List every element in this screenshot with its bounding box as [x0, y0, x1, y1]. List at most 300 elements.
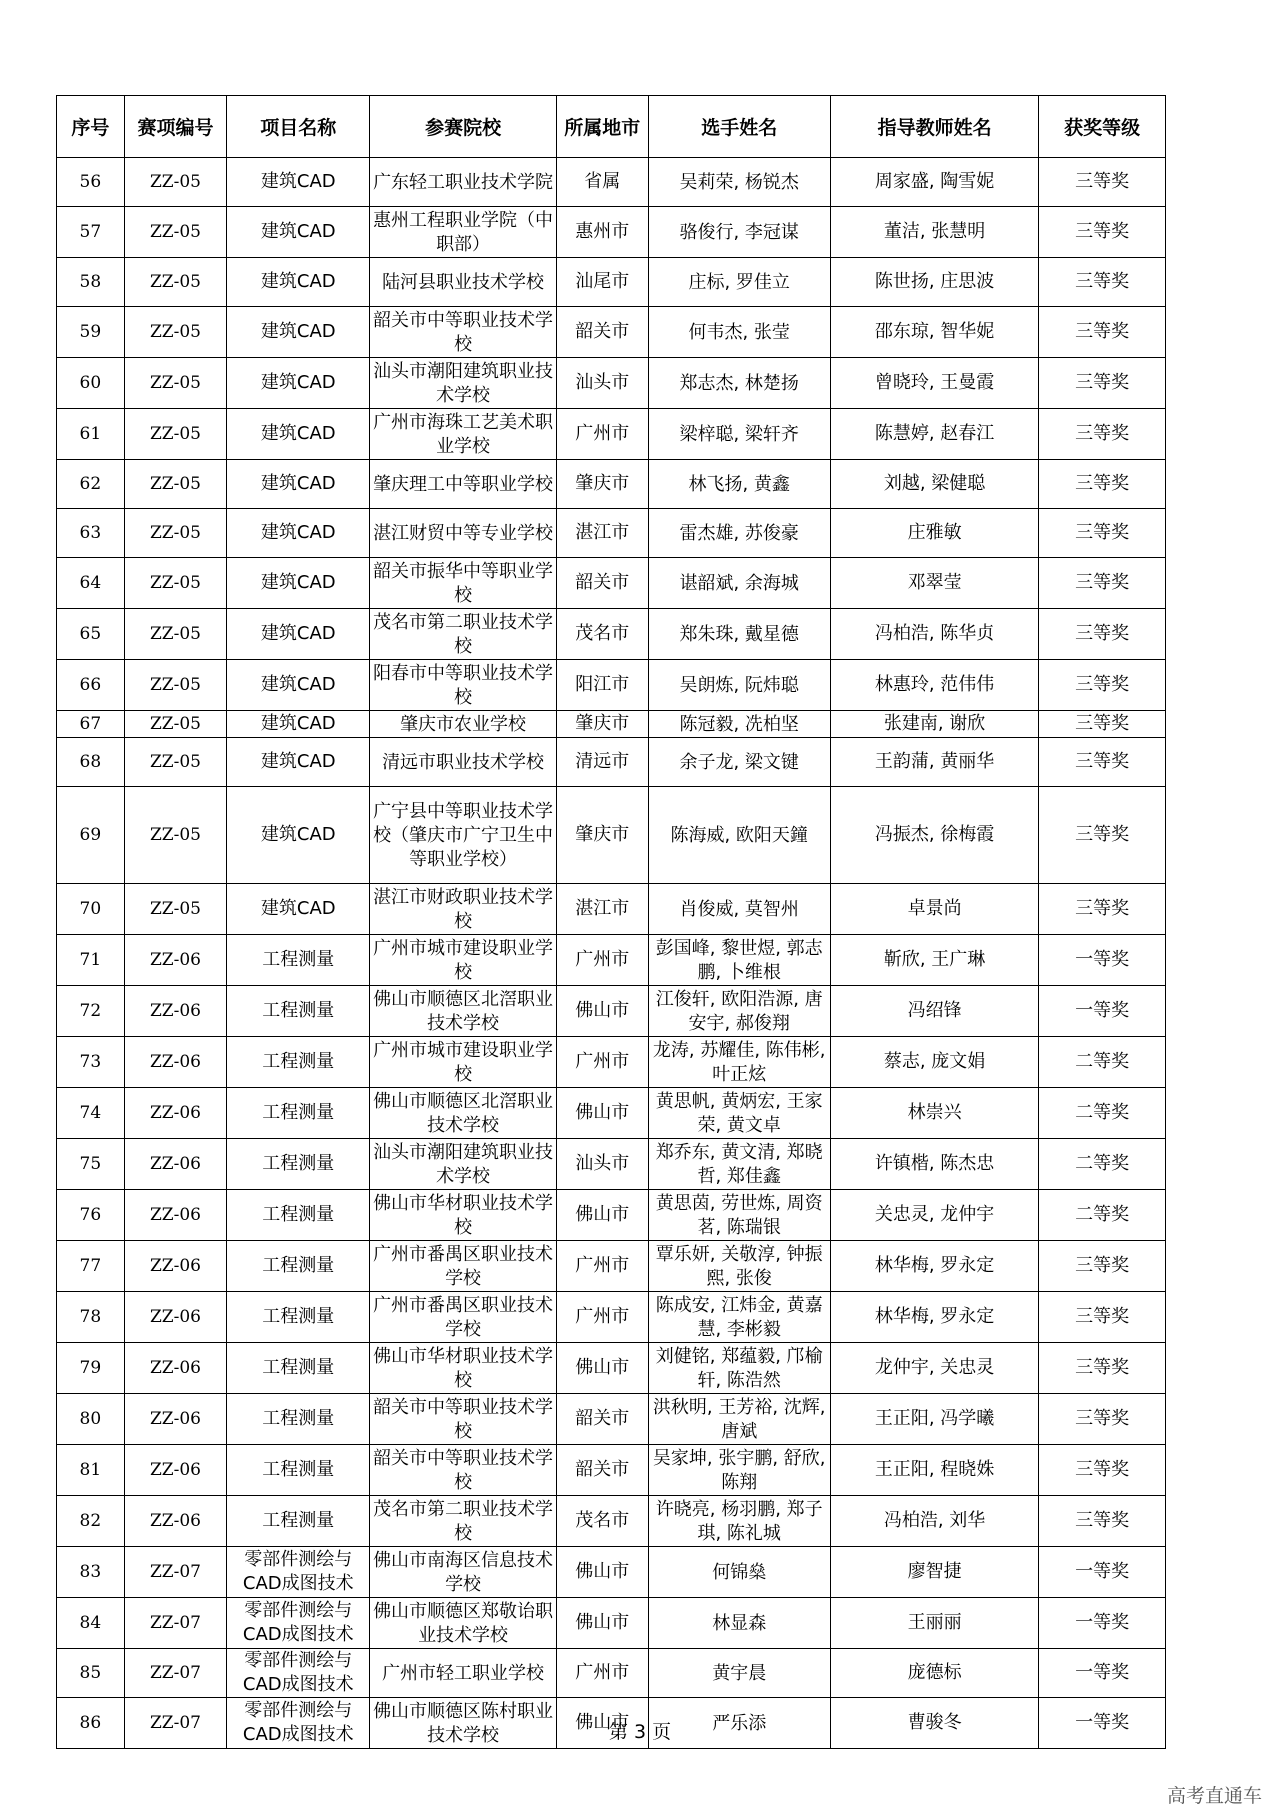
cell-players: [648, 558, 830, 609]
cell-project-name: [227, 1292, 370, 1343]
cell-award: [1039, 258, 1166, 307]
cell-event-code: [124, 986, 227, 1037]
cell-school: [370, 307, 557, 358]
cell-project-name: [227, 884, 370, 935]
table-row: [57, 609, 1166, 660]
cell-seq: [57, 1445, 125, 1496]
cell-award-text: 三等奖: [1075, 271, 1130, 292]
table-row: [57, 738, 1166, 787]
cell-event-code: [124, 1598, 227, 1649]
cell-school: [370, 1547, 557, 1598]
cell-project-name: [227, 1598, 370, 1649]
cell-city-text: 肇庆市: [575, 713, 630, 734]
cell-school: [370, 935, 557, 986]
cell-players: [648, 1190, 830, 1241]
header-seq: 序号: [57, 96, 125, 158]
cell-seq: [57, 660, 125, 711]
cell-award: [1039, 711, 1166, 738]
cell-seq: [57, 986, 125, 1037]
cell-teachers: [830, 1547, 1038, 1598]
cell-players-text: 许晓亮, 杨羽鹏, 郑子琪, 陈礼城: [655, 1499, 823, 1544]
cell-project-name-text: 工程测量: [262, 949, 335, 970]
cell-event-code: [124, 1190, 227, 1241]
cell-school: [370, 258, 557, 307]
cell-project-name-text: 建筑CAD: [260, 713, 336, 734]
cell-project-name-text: 建筑CAD: [260, 751, 336, 772]
cell-teachers-text: 董洁, 张慧明: [883, 221, 986, 242]
cell-project-name-text: 建筑CAD: [260, 473, 336, 494]
table-row: [57, 1037, 1166, 1088]
cell-teachers: [830, 1241, 1038, 1292]
cell-school-text: 广州市海珠工艺美术职业学校: [373, 412, 554, 457]
cell-project-name-text: 零部件测绘与CAD成图技术: [242, 1650, 354, 1695]
cell-event-code: [124, 460, 227, 509]
cell-event-code-text: ZZ-07: [149, 1713, 201, 1733]
table-row: [57, 787, 1166, 884]
cell-players: [648, 660, 830, 711]
cell-school: [370, 1496, 557, 1547]
cell-city: [556, 509, 648, 558]
cell-award: [1039, 1037, 1166, 1088]
cell-award-text: 三等奖: [1075, 171, 1130, 192]
cell-project-name: [227, 1394, 370, 1445]
header-event-code: 赛项编号: [124, 96, 227, 158]
table-row: [57, 711, 1166, 738]
cell-project-name: [227, 1190, 370, 1241]
table-row: [57, 307, 1166, 358]
cell-seq-text: 82: [79, 1511, 102, 1531]
cell-event-code: [124, 884, 227, 935]
cell-teachers-text: 林华梅, 罗永定: [874, 1255, 995, 1276]
cell-teachers-text: 廖智捷: [907, 1561, 962, 1582]
cell-seq-text: 81: [79, 1460, 102, 1480]
cell-project-name: [227, 787, 370, 884]
cell-award-text: 二等奖: [1075, 1153, 1130, 1174]
table-row: [57, 660, 1166, 711]
cell-award-text: 三等奖: [1075, 674, 1130, 695]
cell-seq: [57, 1190, 125, 1241]
header-players: 选手姓名: [648, 96, 830, 158]
cell-project-name-text: 建筑CAD: [260, 824, 336, 845]
cell-award-text: 三等奖: [1075, 1459, 1130, 1480]
cell-school-text: 茂名市第二职业技术学校: [373, 1499, 554, 1544]
cell-city-text: 清远市: [575, 751, 630, 772]
cell-city: [556, 258, 648, 307]
cell-award-text: 一等奖: [1075, 1000, 1130, 1021]
cell-award: [1039, 509, 1166, 558]
cell-players-text: 江俊轩, 欧阳浩源, 唐安宇, 郝俊翔: [655, 989, 823, 1034]
cell-city-text: 广州市: [575, 1255, 630, 1276]
cell-school-text: 广东轻工职业技术学院: [373, 172, 554, 193]
cell-teachers: [830, 787, 1038, 884]
cell-teachers: [830, 1037, 1038, 1088]
cell-seq-text: 71: [79, 950, 102, 970]
cell-award: [1039, 1241, 1166, 1292]
cell-city-text: 佛山市: [575, 1561, 630, 1582]
cell-school: [370, 1343, 557, 1394]
cell-project-name-text: 建筑CAD: [260, 321, 336, 342]
cell-city-text: 佛山市: [575, 1712, 630, 1733]
cell-school-text: 佛山市华材职业技术学校: [373, 1346, 554, 1391]
cell-teachers: [830, 738, 1038, 787]
cell-players-text: 洪秋明, 王芳裕, 沈辉, 唐斌: [652, 1397, 826, 1442]
cell-teachers: [830, 358, 1038, 409]
table-row: [57, 884, 1166, 935]
cell-award: [1039, 1547, 1166, 1598]
cell-school-text: 广州市番禺区职业技术学校: [373, 1295, 554, 1340]
cell-project-name-text: 建筑CAD: [260, 623, 336, 644]
cell-school-text: 汕头市潮阳建筑职业技术学校: [373, 361, 554, 406]
cell-city-text: 省属: [584, 171, 621, 192]
cell-school-text: 佛山市顺德区陈村职业技术学校: [373, 1701, 554, 1746]
cell-project-name-text: 工程测量: [262, 1459, 335, 1480]
cell-project-name-text: 建筑CAD: [260, 572, 336, 593]
cell-city-text: 肇庆市: [575, 473, 630, 494]
cell-school: [370, 358, 557, 409]
watermark-text: 高考直通车: [1166, 1785, 1262, 1807]
cell-award-text: 一等奖: [1075, 1612, 1130, 1633]
cell-award: [1039, 609, 1166, 660]
cell-award-text: 三等奖: [1075, 751, 1130, 772]
cell-award-text: 三等奖: [1075, 522, 1130, 543]
cell-project-name: [227, 1547, 370, 1598]
cell-project-name-text: 零部件测绘与CAD成图技术: [242, 1549, 354, 1594]
cell-project-name-text: 建筑CAD: [260, 674, 336, 695]
cell-event-code-text: ZZ-05: [149, 474, 201, 494]
cell-school-text: 佛山市顺德区郑敬诒职业技术学校: [373, 1601, 554, 1646]
cell-award: [1039, 738, 1166, 787]
cell-seq-text: 65: [79, 624, 102, 644]
cell-event-code: [124, 1139, 227, 1190]
cell-teachers-text: 龙仲宇, 关忠灵: [874, 1357, 995, 1378]
cell-event-code-text: ZZ-06: [149, 1256, 201, 1276]
cell-project-name: [227, 609, 370, 660]
cell-players-text: 刘健铭, 郑蕴毅, 邝榆轩, 陈浩然: [655, 1346, 823, 1391]
cell-teachers-text: 林华梅, 罗永定: [874, 1306, 995, 1327]
cell-teachers: [830, 986, 1038, 1037]
cell-award-text: 三等奖: [1075, 1255, 1130, 1276]
cell-seq-text: 57: [79, 222, 102, 242]
cell-seq-text: 60: [79, 373, 102, 393]
cell-project-name: [227, 1241, 370, 1292]
cell-award-text: 二等奖: [1075, 1204, 1130, 1225]
cell-award-text: 三等奖: [1075, 1357, 1130, 1378]
cell-school: [370, 986, 557, 1037]
cell-players: [648, 986, 830, 1037]
cell-teachers-text: 陈慧婷, 赵春江: [874, 423, 995, 444]
cell-teachers-text: 王正阳, 程晓姝: [874, 1459, 995, 1480]
cell-teachers-text: 王韵蒲, 黄丽华: [874, 751, 995, 772]
cell-award: [1039, 558, 1166, 609]
cell-city-text: 佛山市: [575, 1204, 630, 1225]
cell-seq-text: 84: [79, 1613, 102, 1633]
cell-event-code-text: ZZ-07: [149, 1613, 201, 1633]
cell-award: [1039, 409, 1166, 460]
cell-project-name-text: 建筑CAD: [260, 898, 336, 919]
cell-teachers: [830, 1496, 1038, 1547]
table-row: [57, 207, 1166, 258]
cell-teachers: [830, 409, 1038, 460]
cell-players: [648, 1496, 830, 1547]
cell-city-text: 惠州市: [575, 221, 630, 242]
cell-award: [1039, 307, 1166, 358]
cell-city: [556, 1190, 648, 1241]
cell-teachers: [830, 884, 1038, 935]
cell-teachers-text: 林崇兴: [907, 1102, 962, 1123]
cell-seq-text: 86: [79, 1713, 102, 1733]
cell-teachers-text: 邓翠莹: [907, 572, 962, 593]
cell-school: [370, 1598, 557, 1649]
cell-award: [1039, 358, 1166, 409]
cell-seq-text: 75: [79, 1154, 102, 1174]
cell-event-code: [124, 1037, 227, 1088]
cell-event-code: [124, 1547, 227, 1598]
cell-event-code: [124, 1445, 227, 1496]
cell-seq-text: 70: [79, 899, 102, 919]
cell-event-code: [124, 409, 227, 460]
cell-event-code-text: ZZ-07: [149, 1663, 201, 1683]
cell-event-code-text: ZZ-05: [149, 899, 201, 919]
cell-city-text: 汕头市: [575, 372, 630, 393]
cell-award: [1039, 1292, 1166, 1343]
cell-project-name: [227, 935, 370, 986]
table-row: [57, 1445, 1166, 1496]
cell-award-text: 一等奖: [1075, 1712, 1130, 1733]
cell-city: [556, 660, 648, 711]
table-row: [57, 258, 1166, 307]
cell-event-code-text: ZZ-05: [149, 573, 201, 593]
cell-award-text: 三等奖: [1075, 572, 1130, 593]
cell-seq: [57, 1241, 125, 1292]
cell-players-text: 郑乔东, 黄文清, 郑晓哲, 郑佳鑫: [655, 1142, 823, 1187]
cell-teachers-text: 靳欣, 王广琳: [883, 949, 986, 970]
cell-school-text: 佛山市华材职业技术学校: [373, 1193, 554, 1238]
cell-event-code: [124, 558, 227, 609]
cell-school-text: 韶关市中等职业技术学校: [373, 1397, 554, 1442]
cell-teachers-text: 周家盛, 陶雪妮: [874, 171, 995, 192]
cell-teachers: [830, 1343, 1038, 1394]
cell-school: [370, 711, 557, 738]
cell-city: [556, 787, 648, 884]
cell-teachers: [830, 1190, 1038, 1241]
cell-award-text: 三等奖: [1075, 623, 1130, 644]
table-row: [57, 509, 1166, 558]
cell-city: [556, 1496, 648, 1547]
cell-players: [648, 207, 830, 258]
awards-table: [56, 95, 1166, 1749]
cell-school-text: 佛山市顺德区北滘职业技术学校: [373, 989, 554, 1034]
cell-school-text: 茂名市第二职业技术学校: [373, 612, 554, 657]
cell-city-text: 佛山市: [575, 1612, 630, 1633]
cell-project-name: [227, 1445, 370, 1496]
cell-school-text: 陆河县职业技术学校: [382, 272, 545, 293]
cell-seq: [57, 1292, 125, 1343]
cell-school: [370, 884, 557, 935]
cell-teachers-text: 许镇楷, 陈杰忠: [874, 1153, 995, 1174]
table-row: [57, 1496, 1166, 1547]
cell-school: [370, 787, 557, 884]
cell-teachers-text: 冯振杰, 徐梅霞: [874, 824, 995, 845]
table-row: [57, 1598, 1166, 1649]
cell-seq: [57, 358, 125, 409]
cell-city-text: 佛山市: [575, 1102, 630, 1123]
cell-award-text: 三等奖: [1075, 221, 1130, 242]
cell-project-name-text: 工程测量: [262, 1051, 335, 1072]
cell-teachers: [830, 1649, 1038, 1698]
cell-seq: [57, 1496, 125, 1547]
cell-school-text: 广州市城市建设职业学校: [373, 938, 554, 983]
cell-seq: [57, 1139, 125, 1190]
cell-teachers: [830, 1292, 1038, 1343]
cell-award: [1039, 1394, 1166, 1445]
cell-seq: [57, 1394, 125, 1445]
header-award: 获奖等级: [1039, 96, 1166, 158]
cell-teachers: [830, 258, 1038, 307]
cell-players-text: 庄标, 罗佳立: [688, 272, 790, 293]
cell-players: [648, 609, 830, 660]
cell-project-name-text: 工程测量: [262, 1153, 335, 1174]
cell-city: [556, 986, 648, 1037]
cell-project-name-text: 零部件测绘与CAD成图技术: [242, 1700, 354, 1745]
cell-city-text: 韶关市: [575, 1408, 630, 1429]
cell-school: [370, 158, 557, 207]
cell-award: [1039, 935, 1166, 986]
cell-school-text: 广宁县中等职业技术学校（肇庆市广宁卫生中等职业学校）: [373, 801, 554, 870]
cell-award-text: 三等奖: [1075, 372, 1130, 393]
cell-event-code: [124, 307, 227, 358]
cell-event-code-text: ZZ-06: [149, 1409, 201, 1429]
cell-award-text: 一等奖: [1075, 949, 1130, 970]
cell-event-code-text: ZZ-06: [149, 1460, 201, 1480]
cell-seq-text: 79: [79, 1358, 102, 1378]
cell-city-text: 广州市: [575, 423, 630, 444]
cell-seq: [57, 609, 125, 660]
cell-teachers: [830, 660, 1038, 711]
cell-event-code-text: ZZ-05: [149, 172, 201, 192]
cell-school: [370, 1037, 557, 1088]
cell-award-text: 三等奖: [1075, 473, 1130, 494]
cell-project-name-text: 建筑CAD: [260, 171, 336, 192]
table-row: [57, 1088, 1166, 1139]
cell-players: [648, 460, 830, 509]
cell-project-name: [227, 1088, 370, 1139]
cell-seq-text: 73: [79, 1052, 102, 1072]
cell-city-text: 广州市: [575, 1662, 630, 1683]
table-row: [57, 986, 1166, 1037]
cell-school-text: 湛江财贸中等专业学校: [373, 523, 554, 544]
cell-players: [648, 711, 830, 738]
cell-players-text: 彭国峰, 黎世煜, 郭志鹏, 卜维根: [655, 938, 823, 983]
cell-award: [1039, 884, 1166, 935]
cell-event-code: [124, 1343, 227, 1394]
cell-award: [1039, 1649, 1166, 1698]
cell-project-name: [227, 738, 370, 787]
header-teachers: 指导教师姓名: [830, 96, 1038, 158]
cell-project-name: [227, 1139, 370, 1190]
cell-teachers-text: 林惠玲, 范伟伟: [874, 674, 995, 695]
table-row: [57, 1190, 1166, 1241]
cell-event-code-text: ZZ-06: [149, 1154, 201, 1174]
header-project-name: 项目名称: [227, 96, 370, 158]
cell-event-code-text: ZZ-05: [149, 624, 201, 644]
cell-event-code-text: ZZ-06: [149, 1511, 201, 1531]
cell-event-code: [124, 1496, 227, 1547]
cell-seq: [57, 787, 125, 884]
table-row: [57, 558, 1166, 609]
cell-seq-text: 67: [79, 714, 102, 734]
cell-players: [648, 1649, 830, 1698]
cell-players: [648, 1088, 830, 1139]
cell-seq-text: 72: [79, 1001, 102, 1021]
cell-city: [556, 358, 648, 409]
cell-players: [648, 1292, 830, 1343]
cell-seq: [57, 1088, 125, 1139]
cell-award-text: 三等奖: [1075, 898, 1130, 919]
cell-seq-text: 59: [79, 322, 102, 342]
cell-city: [556, 935, 648, 986]
cell-award: [1039, 1088, 1166, 1139]
cell-project-name: [227, 307, 370, 358]
cell-teachers-text: 曾晓玲, 王曼霞: [874, 372, 995, 393]
cell-event-code-text: ZZ-07: [149, 1562, 201, 1582]
cell-players: [648, 1037, 830, 1088]
cell-project-name-text: 工程测量: [262, 1000, 335, 1021]
cell-players: [648, 307, 830, 358]
cell-players: [648, 409, 830, 460]
cell-city: [556, 1598, 648, 1649]
cell-city: [556, 1343, 648, 1394]
cell-event-code: [124, 1649, 227, 1698]
cell-event-code-text: ZZ-05: [149, 825, 201, 845]
cell-players-text: 谌韶斌, 余海城: [679, 573, 799, 594]
cell-seq-text: 80: [79, 1409, 102, 1429]
cell-teachers: [830, 1445, 1038, 1496]
cell-city-text: 湛江市: [575, 898, 630, 919]
cell-seq: [57, 307, 125, 358]
table-row: [57, 935, 1166, 986]
table-row: [57, 1649, 1166, 1698]
cell-school-text: 湛江市财政职业技术学校: [373, 887, 554, 932]
cell-seq: [57, 158, 125, 207]
cell-seq-text: 83: [79, 1562, 102, 1582]
cell-school: [370, 738, 557, 787]
cell-seq-text: 69: [79, 825, 102, 845]
cell-seq-text: 76: [79, 1205, 102, 1225]
cell-city: [556, 711, 648, 738]
cell-players-text: 陈成安, 江炜金, 黄嘉慧, 李彬毅: [655, 1295, 823, 1340]
cell-award-text: 三等奖: [1075, 713, 1130, 734]
cell-project-name: [227, 509, 370, 558]
cell-players-text: 陈冠毅, 冼柏坚: [679, 714, 799, 735]
cell-teachers-text: 卓景尚: [907, 898, 962, 919]
cell-event-code: [124, 358, 227, 409]
cell-players-text: 黄宇晨: [712, 1663, 767, 1684]
cell-event-code: [124, 738, 227, 787]
cell-award-text: 三等奖: [1075, 1306, 1130, 1327]
cell-players-text: 骆俊行, 李冠谋: [679, 222, 799, 243]
cell-players: [648, 1598, 830, 1649]
cell-seq-text: 68: [79, 752, 102, 772]
cell-players-text: 肖俊威, 莫智州: [679, 899, 799, 920]
cell-event-code-text: ZZ-06: [149, 1001, 201, 1021]
cell-city: [556, 158, 648, 207]
cell-teachers-text: 张建南, 谢欣: [883, 713, 986, 734]
cell-players-text: 郑志杰, 林楚扬: [679, 373, 799, 394]
cell-city-text: 佛山市: [575, 1000, 630, 1021]
table-row: [57, 1343, 1166, 1394]
cell-teachers: [830, 1598, 1038, 1649]
cell-seq: [57, 738, 125, 787]
